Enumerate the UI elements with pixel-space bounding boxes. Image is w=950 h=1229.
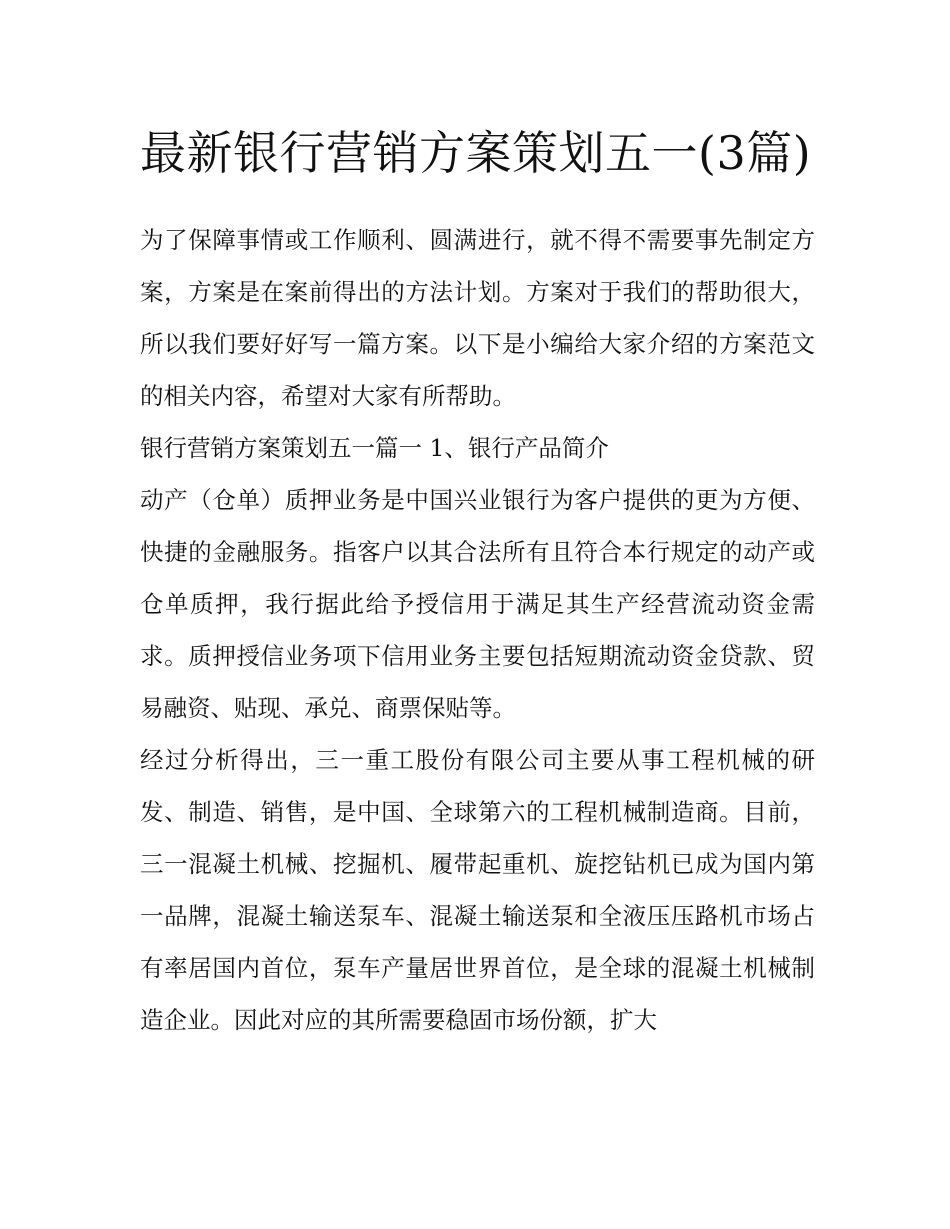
section-heading: 银行营销方案策划五一篇一 1、银行产品简介 (140, 434, 609, 462)
document-body (140, 118, 815, 1046)
page-title: 最新银行营销方案策划五一(3篇) (140, 126, 812, 180)
body-paragraph-1: 动产（仓单）质押业务是中国兴业银行为客户提供的更为方便、快捷的金融服务。指客户以其合法所有且符合本行规定的动产或仓单质押，我行据此给予授信用于满足其生产经营流动资金需求。质押授信业务项下信用业务主要包括短期流动资金贷款、贸易融资、贴现、承兑、商票保贴等。 (140, 486, 815, 722)
intro-paragraph: 为了保障事情或工作顺利、圆满进行，就不得不需要事先制定方案，方案是在案前得出的方法计划。方案对于我们的帮助很大，所以我们要好好写一篇方案。以下是小编给大家介绍的方案范文的相关内容，希望对大家有所帮助。 (140, 226, 815, 410)
body-paragraph-2: 经过分析得出，三一重工股份有限公司主要从事工程机械的研发、制造、销售，是中国、全球第六的工程机械制造商。目前，三一混凝土机械、挖掘机、履带起重机、旋挖钻机已成为国内第一品牌，混凝土输送泵车、混凝土输送泵和全液压压路机市场占有率居国内首位，泵车产量居世界首位，是全球的混凝土机械制造企业。因此对应的其所需要稳固市场份额，扩大 (140, 746, 815, 1034)
